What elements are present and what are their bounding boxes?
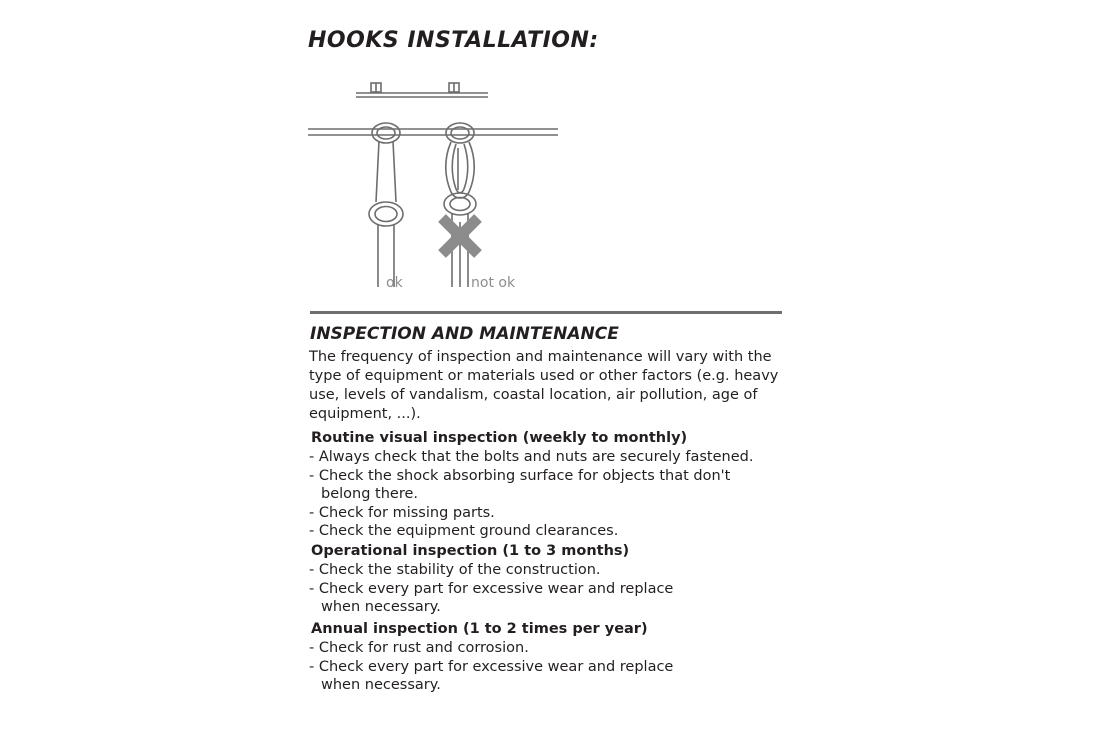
list-item-text: - Check every part for excessive wear and replace bbox=[309, 658, 674, 675]
list-item bbox=[309, 504, 789, 523]
list-item-continuation: belong there. bbox=[321, 486, 418, 502]
block-heading: Operational inspection (1 to 3 months) bbox=[311, 543, 630, 559]
list-item bbox=[309, 448, 789, 467]
diagram-label-ok: ok bbox=[386, 275, 403, 291]
block-item-list bbox=[309, 561, 789, 617]
list-item-text: - Check the equipment ground clearances. bbox=[309, 523, 619, 539]
block-heading: Annual inspection (1 to 2 times per year) bbox=[311, 621, 648, 637]
list-item-continuation: when necessary. bbox=[321, 599, 441, 615]
diagram-label-not-ok: not ok bbox=[471, 275, 516, 291]
list-item-text: - Check for missing parts. bbox=[309, 504, 495, 521]
list-item-text: - Check for rust and corrosion. bbox=[309, 640, 529, 656]
list-item bbox=[309, 658, 789, 695]
list-item-text: - Check every part for excessive wear and replace bbox=[309, 580, 674, 597]
inspection-block-annual bbox=[309, 621, 789, 695]
inspection-block-operational bbox=[309, 543, 789, 617]
section-divider bbox=[310, 311, 782, 314]
block-item-list bbox=[309, 448, 789, 541]
list-item bbox=[309, 467, 789, 504]
list-item bbox=[309, 580, 789, 617]
block-heading: Routine visual inspection (weekly to monthly) bbox=[311, 430, 688, 446]
list-item bbox=[309, 561, 789, 580]
inspection-block-routine bbox=[309, 430, 789, 541]
list-item-text: - Check the shock absorbing surface for objects that don't bbox=[309, 467, 731, 484]
list-item-text: - Check the stability of the construction. bbox=[309, 562, 601, 578]
hook-diagram-svg bbox=[308, 72, 788, 304]
section-intro-paragraph: The frequency of inspection and maintenance will vary with the type of equipment or materials used or other factors (e.g. heavy use, levels of vandalism, coastal location, air pollution, age of equipment, ...). bbox=[309, 349, 779, 422]
list-item bbox=[309, 639, 789, 658]
page-title: HOOKS INSTALLATION: bbox=[308, 28, 599, 53]
block-item-list bbox=[309, 639, 789, 695]
list-item-text: - Always check that the bolts and nuts are securely fastened. bbox=[309, 449, 754, 465]
hooks-installation-diagram bbox=[308, 72, 788, 304]
list-item bbox=[309, 522, 789, 541]
section-title-inspection-maintenance: INSPECTION AND MAINTENANCE bbox=[310, 324, 619, 344]
list-item-continuation: when necessary. bbox=[321, 677, 441, 693]
